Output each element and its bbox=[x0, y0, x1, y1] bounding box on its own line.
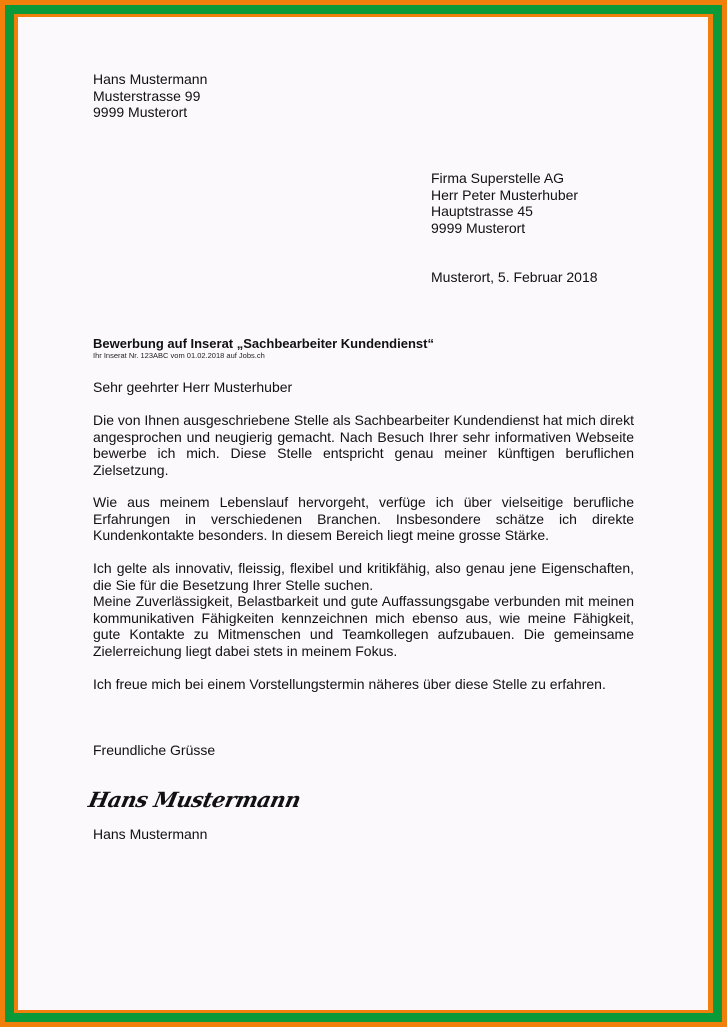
body-paragraph-3a: Ich gelte als innovativ, fleissig, flexibel und kritikfähig, also genau jene Eigenschaften, die Sie für die Besetzung Ihrer Stelle suchen. bbox=[93, 560, 634, 593]
sender-address bbox=[93, 71, 207, 121]
subject-line: Bewerbung auf Inserat „Sachbearbeiter Kundendienst“ bbox=[93, 336, 434, 351]
letter-page bbox=[18, 17, 708, 1010]
recipient-city: 9999 Musterort bbox=[431, 219, 526, 236]
signed-name: Hans Mustermann bbox=[93, 826, 208, 842]
subject-reference: Ihr Inserat Nr. 123ABC vom 01.02.2018 auf Jobs.ch bbox=[93, 351, 265, 360]
sender-city: 9999 Musterort bbox=[93, 104, 188, 120]
recipient-company: Firma Superstelle AG bbox=[431, 170, 565, 186]
body-paragraph-2: Wie aus meinem Lebenslauf hervorgeht, verfüge ich über vielseitige berufliche Erfahrungen in verschiedenen Branchen. Insbesondere schätze ich direkte Kundenkontakte besonders. In diesem Bereich liegt meine grosse Stärke. bbox=[93, 494, 634, 543]
body-paragraph-3b: Meine Zuverlässigkeit, Belastbarkeit und gute Auffassungsgabe verbunden mit meinen kommunikativen Fähigkeiten kennzeichnen mich ebenso aus, wie meine Fähigkeit, gute Kontakte zu Mitmenschen und Teamkollegen aufzubauen. Die gemeinsame Zielerreichung liegt dabei stets in meinem Fokus. bbox=[93, 593, 634, 659]
sender-street: Musterstrasse 99 bbox=[93, 87, 201, 104]
sender-name: Hans Mustermann bbox=[93, 71, 208, 87]
recipient-contact: Herr Peter Musterhuber bbox=[431, 186, 579, 203]
recipient-street: Hauptstrasse 45 bbox=[431, 203, 533, 219]
letter-date: Musterort, 5. Februar 2018 bbox=[431, 269, 598, 285]
salutation: Sehr geehrter Herr Musterhuber bbox=[93, 379, 293, 395]
body-paragraph-3 bbox=[93, 560, 634, 659]
closing: Freundliche Grüsse bbox=[93, 742, 216, 758]
handwritten-signature: Hans Mustermann bbox=[86, 787, 303, 812]
body-paragraph-4: Ich freue mich bei einem Vorstellungstermin näheres über diese Stelle zu erfahren. bbox=[93, 676, 606, 692]
recipient-address bbox=[431, 170, 578, 236]
body-paragraph-1: Die von Ihnen ausgeschriebene Stelle als Sachbearbeiter Kundendienst hat mich direkt angesprochen und neugierig gemacht. Nach Besuch Ihrer sehr informativen Webseite bewerbe ich mich. Diese Stelle entspricht genau meiner künftigen beruflichen Zielsetzung. bbox=[93, 412, 634, 478]
